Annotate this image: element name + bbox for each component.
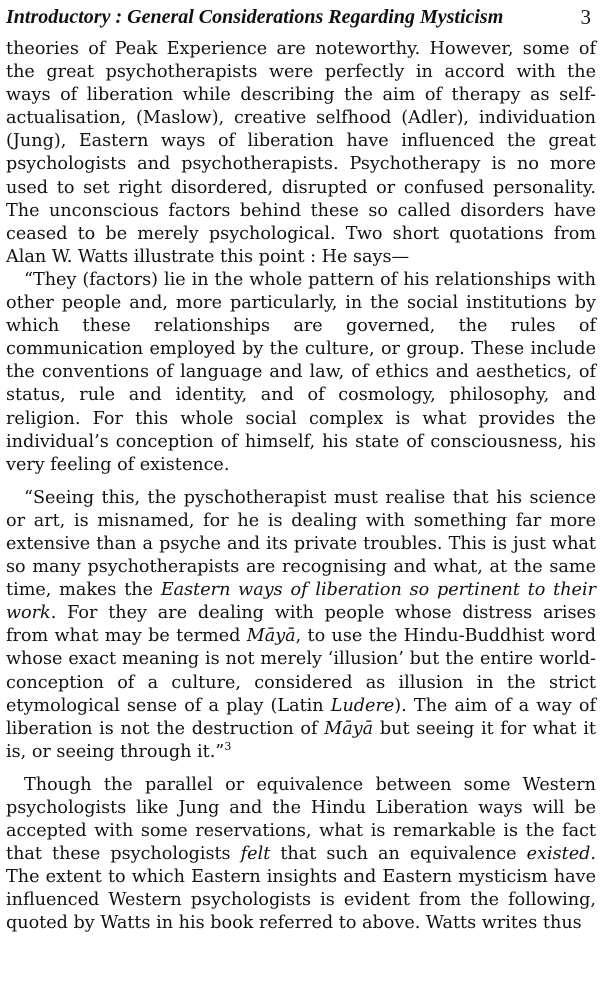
italic-text: felt — [240, 844, 271, 865]
text-run: “They (factors) lie in the whole pattern of his relationships with other people and, more particularly, in the social institutions by which these relationships are governed, the rules of communication employed by the culture, or group. These include the conventions of language and law, of ethics and aesthetics, of status, rule and identity, and of cosmology, philosophy, and religion. For this whole social complex is what provides the individual’s conception of himself, his state of consciousness, his very feeling of existence. — [6, 269, 596, 475]
paragraph — [6, 38, 596, 269]
italic-text: Māyā — [324, 718, 374, 739]
page-number: 3 — [580, 5, 591, 29]
text-run: , to use the Hindu-Buddhist word whose exact meaning is not merely ‘illusion’ but the entire world-conception of a culture, considered as illusion in the strict etymological sense of a play (Latin — [6, 626, 596, 716]
paragraph — [6, 269, 596, 477]
italic-text: Ludere — [330, 695, 395, 716]
body-text — [6, 38, 596, 936]
text-run: “Seeing this, the pyschotherapist must realise that his science or art, is misnamed, for he is dealing with something far more extensive than a psyche and its private troubles. This is just what so many psychotherapists are recognising and what, at the same time, makes the — [6, 487, 596, 601]
paragraph — [6, 487, 596, 764]
text-run: that such an equivalence — [270, 844, 527, 865]
text-run: . For they are dealing with people whose distress arises from what may be termed — [6, 603, 596, 647]
chapter-title: Introductory : General Considerations Regarding Mysticism — [6, 6, 504, 28]
text-run: theories of Peak Experience are noteworthy. However, some of the great psychotherapists were perfectly in accord with the ways of liberation while describing the aim of therapy as self-actualisation, (Maslow), creative selfhood (Adler), individuation (Jung), Eastern ways of liberation have influenced the great psychologists and psychotherapists. Psychotherapy is no more used to set right disordered, disrupted or confused personality. The unconscious factors behind these so called disorders have ceased to be merely psychological. Two short quotations from Alan W. Watts illustrate this point : He says— — [6, 39, 596, 267]
footnote-ref: 3 — [224, 739, 232, 753]
text-run: Though the parallel or equivalence between some Western psychologists like Jung and the Hindu Liberation ways will be accepted with some reservations, what is remarkable is the fact that these psychologists — [6, 774, 596, 865]
text-run: ). The aim of a way of liberation is not the destruction of — [6, 695, 596, 739]
italic-text: existed — [526, 844, 591, 865]
italic-text: Eastern ways of liberation so pertinent to their work — [6, 580, 596, 624]
italic-text: Māyā — [246, 626, 296, 647]
text-run: but seeing it for what it is, or seeing through it.” — [6, 718, 596, 762]
paragraph — [6, 774, 596, 936]
running-header — [6, 2, 591, 32]
text-run: . The extent to which Eastern insights and Eastern mysticism have influenced Western psychologists is evident from the following, quoted by Watts in his book referred to above. Watts writes thus — [6, 844, 596, 934]
